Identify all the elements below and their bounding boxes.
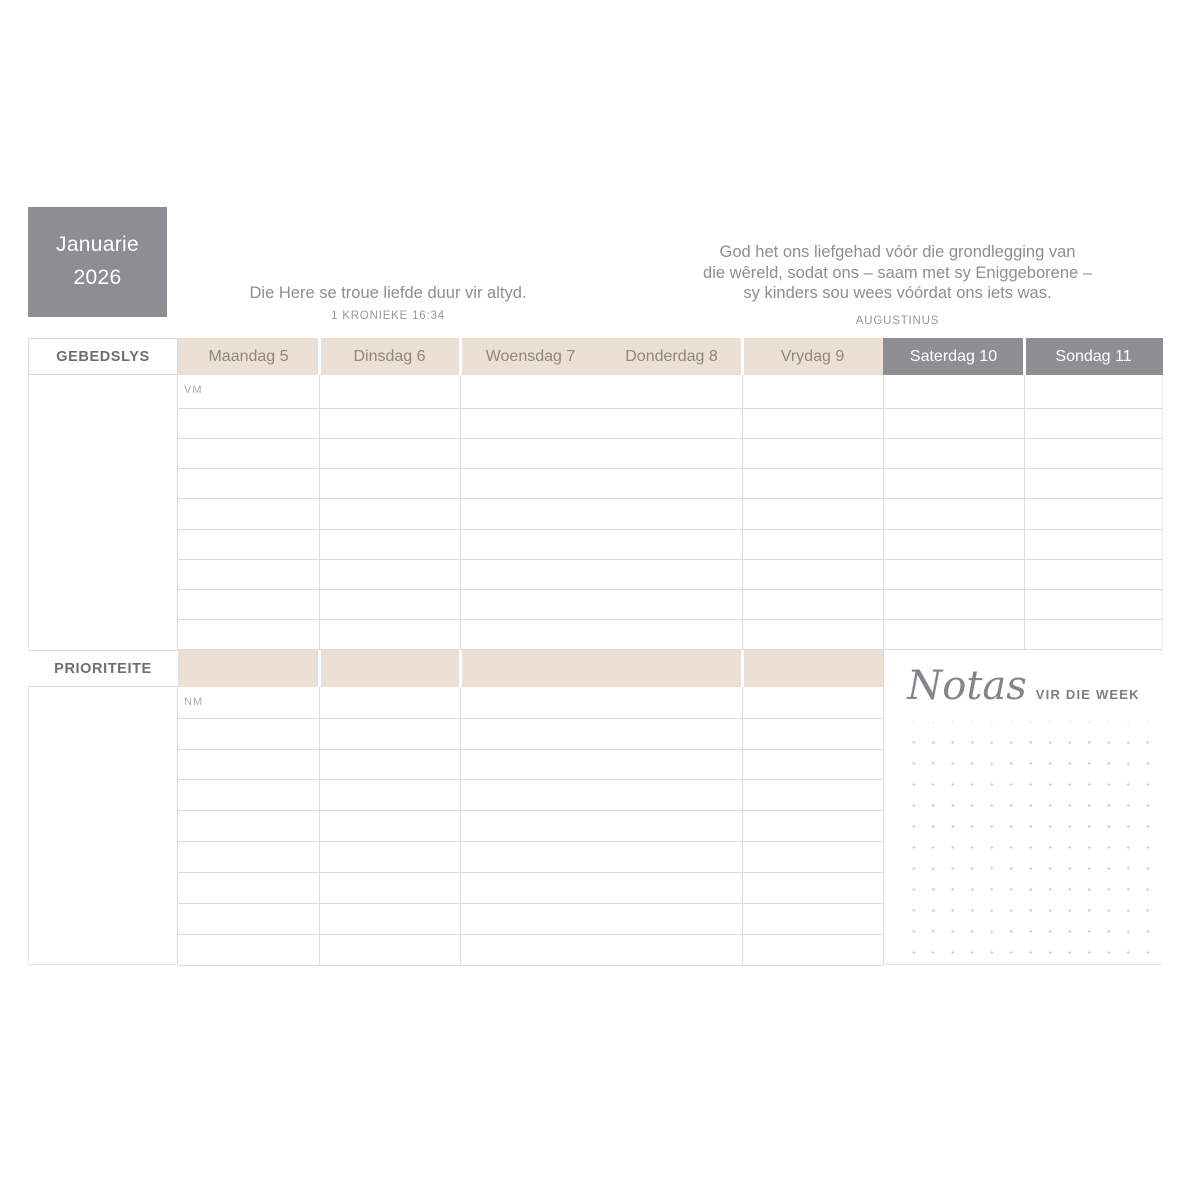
column-line	[460, 375, 461, 650]
verse-block	[168, 284, 608, 322]
band-separator	[318, 650, 321, 687]
priorities-band	[178, 650, 883, 687]
notes-script-word: Notas	[907, 663, 1027, 709]
band-separator	[741, 650, 744, 687]
day-header-sunday: Sondag 11	[1024, 338, 1163, 375]
day-header-monday: Maandag 5	[178, 338, 319, 375]
schedule-row	[178, 904, 883, 935]
schedule-row	[178, 439, 1162, 469]
column-line	[883, 375, 884, 650]
schedule-row	[178, 719, 883, 750]
band-separator	[459, 650, 462, 687]
prayer-list-header: GEBEDSLYS	[28, 338, 178, 375]
notes-panel	[883, 650, 1163, 965]
quote-attribution: AUGUSTINUS	[855, 314, 940, 327]
schedule-row	[178, 409, 1162, 439]
notes-dotted-area	[896, 722, 1151, 954]
afternoon-label: NM	[184, 696, 204, 708]
morning-label: VM	[184, 384, 203, 396]
schedule-row	[178, 530, 1162, 560]
schedule-row	[178, 811, 883, 842]
notes-subtitle: VIR DIE WEEK	[1035, 687, 1140, 702]
year-label: 2026	[73, 266, 122, 289]
afternoon-schedule-rows	[178, 687, 883, 965]
schedule-row	[178, 750, 883, 781]
day-header-friday: Vrydag 9	[742, 338, 883, 375]
header-separator	[1023, 338, 1026, 375]
header-separator	[318, 338, 321, 375]
month-label: Januarie	[56, 233, 139, 257]
column-line	[1024, 375, 1025, 650]
quote-line: sy kinders sou wees vóórdat ons iets was.	[743, 284, 1052, 302]
column-line	[742, 375, 743, 650]
column-line	[742, 687, 743, 965]
morning-schedule-rows	[178, 375, 1163, 650]
day-header-thursday: Donderdag 8	[601, 338, 742, 375]
schedule-row	[178, 499, 1162, 529]
notes-title	[884, 663, 1163, 709]
schedule-row	[178, 560, 1162, 590]
schedule-row	[178, 620, 1162, 650]
quote-line: die wêreld, sodat ons – saam met sy Eniggeborene –	[703, 263, 1092, 282]
schedule-row	[178, 780, 883, 811]
header-separator	[741, 338, 744, 375]
schedule-row	[178, 687, 883, 719]
schedule-row	[178, 842, 883, 873]
quote-block	[685, 242, 1110, 331]
schedule-row	[178, 590, 1162, 620]
schedule-row	[178, 873, 883, 904]
column-line	[460, 687, 461, 965]
month-box	[28, 207, 167, 317]
schedule-row	[178, 375, 1162, 409]
header-separator	[459, 338, 462, 375]
day-header-saturday: Saterdag 10	[883, 338, 1024, 375]
quote-line: God het ons liefgehad vóór die grondlegging van	[719, 243, 1076, 261]
column-line	[319, 687, 320, 965]
schedule-row	[178, 469, 1162, 499]
day-header-wednesday: Woensdag 7	[460, 338, 601, 375]
weekly-planner-grid	[28, 338, 1163, 965]
day-header-tuesday: Dinsdag 6	[319, 338, 460, 375]
verse-reference: 1 KRONIEKE 16:34	[331, 310, 445, 322]
column-line	[319, 375, 320, 650]
schedule-row	[178, 935, 883, 966]
priorities-header: PRIORITEITE	[28, 650, 178, 687]
verse-text: Die Here se troue liefde duur vir altyd.	[249, 284, 527, 302]
